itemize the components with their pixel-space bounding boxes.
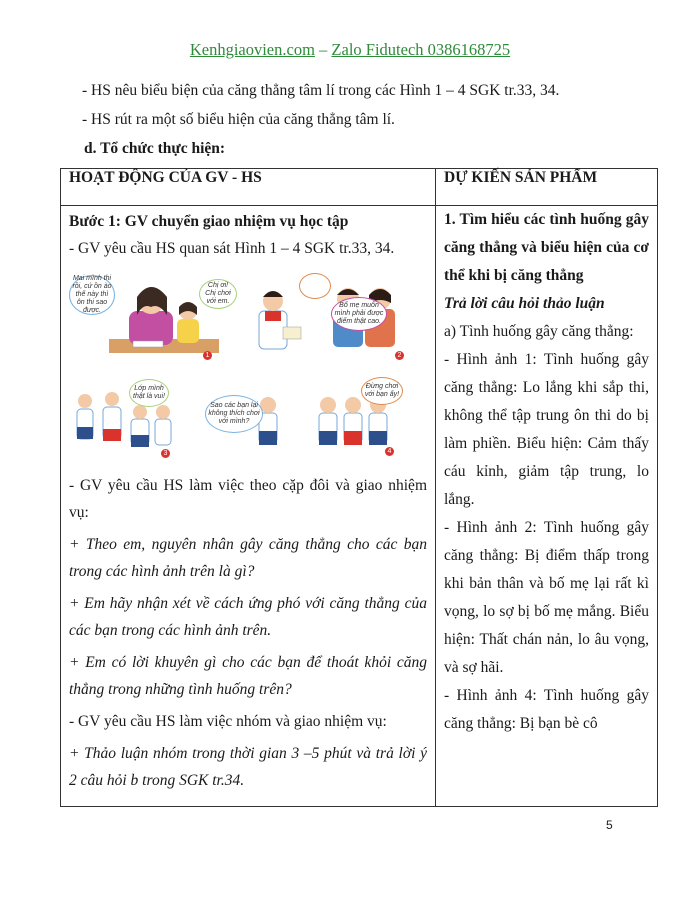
product-title: 1. Tìm hiểu các tình huống gây căng thẳng và biểu hiện của cơ thể khi bị căng thẳng: [444, 211, 649, 284]
table-header-row: [61, 169, 658, 206]
figure-number-3: 3: [161, 449, 170, 458]
figure-number-2: 2: [395, 351, 404, 360]
question-2: + Em hãy nhận xét về cách ứng phó với căng thẳng của các bạn trong các hình ảnh trên.: [69, 595, 427, 639]
image-2-answer: - Hình ảnh 2: Tình huống gây căng thẳng: Bị điểm thấp trong khi bản thân và bố mẹ lại rất kì vọng, lo sợ bị bố mẹ mắng. Biểu hiện: Thất chán nản, lo âu vọng, và sợ hãi.: [444, 519, 649, 676]
step-title: Bước 1: GV chuyển giao nhiệm vụ học tập: [69, 213, 349, 230]
col1-header: HOẠT ĐỘNG CỦA GV - HS: [61, 169, 436, 206]
contact-link[interactable]: Zalo Fidutech 0386168725: [331, 40, 511, 59]
intro-line-2: - HS rút ra một số biểu hiện của căng thẳng tâm lí.: [82, 111, 395, 128]
speech-bubble-4a: Sao các bạn lại không thích chơi với mình?: [205, 395, 263, 433]
lesson-table: [60, 168, 658, 807]
expected-products-cell: [436, 206, 658, 807]
pair-task: - GV yêu cầu HS làm việc theo cặp đôi và giao nhiệm vụ:: [69, 477, 427, 521]
page-header: [0, 40, 700, 60]
figure-number-1: 1: [203, 351, 212, 360]
speech-bubble-1b: Chị ơi! Chị chơi với em.: [199, 279, 237, 309]
intro-line-1: - HS nêu biểu biện của căng thẳng tâm lí trong các Hình 1 – 4 SGK tr.33, 34.: [82, 82, 560, 99]
question-1: + Theo em, nguyên nhân gây căng thẳng cho các bạn trong các hình ảnh trên là gì?: [69, 536, 427, 580]
speech-bubble-3: Lớp mình thật là vui!: [129, 379, 169, 407]
teacher-activities-cell: [61, 206, 436, 807]
situation-heading: a) Tình huống gây căng thẳng:: [444, 323, 634, 340]
page-number: 5: [606, 818, 613, 832]
speech-bubble-4b: Đừng chơi với bạn ấy!: [361, 377, 403, 405]
col2-header: DỰ KIẾN SẢN PHẨM: [436, 169, 658, 206]
product-subtitle: Trả lời câu hỏi thảo luận: [444, 295, 605, 312]
speech-bubble-2a: [299, 273, 331, 299]
question-3: + Em có lời khuyên gì cho các bạn để thoát khỏi căng thẳng trong những tình huống trên?: [69, 654, 427, 698]
speech-bubble-2: Bố mẹ muốn mình phải được điểm thật cao.: [331, 297, 387, 331]
site-link[interactable]: Kenhgiaovien.com: [189, 40, 315, 59]
figure-number-4: 4: [385, 447, 394, 456]
table-body-row: [61, 206, 658, 807]
section-heading: d. Tổ chức thực hiện:: [84, 140, 226, 157]
header-separator: –: [314, 40, 332, 59]
observe-task: - GV yêu cầu HS quan sát Hình 1 – 4 SGK tr.33, 34.: [69, 240, 395, 257]
group-task: - GV yêu cầu HS làm việc nhóm và giao nhiệm vụ:: [69, 713, 387, 730]
textbook-illustrations: [69, 267, 427, 467]
question-4: + Thảo luận nhóm trong thời gian 3 –5 phút và trả lời ý 2 câu hỏi b trong SGK tr.34.: [69, 745, 427, 789]
speech-bubble-1: Mai mình thi rồi, cứ ồn ào thế này thì ôn thi sao được.: [69, 275, 115, 315]
image-4-answer: - Hình ảnh 4: Tình huống gây căng thẳng: Bị bạn bè cô: [444, 687, 649, 732]
image-1-answer: - Hình ảnh 1: Tình huống gây căng thẳng: Lo lắng khi sắp thi, không thể tập trung ôn thi do bị làm phiền. Biểu hiện: Cảm thấy cáu kỉnh, giảm tập trung, lo lắng.: [444, 351, 649, 508]
